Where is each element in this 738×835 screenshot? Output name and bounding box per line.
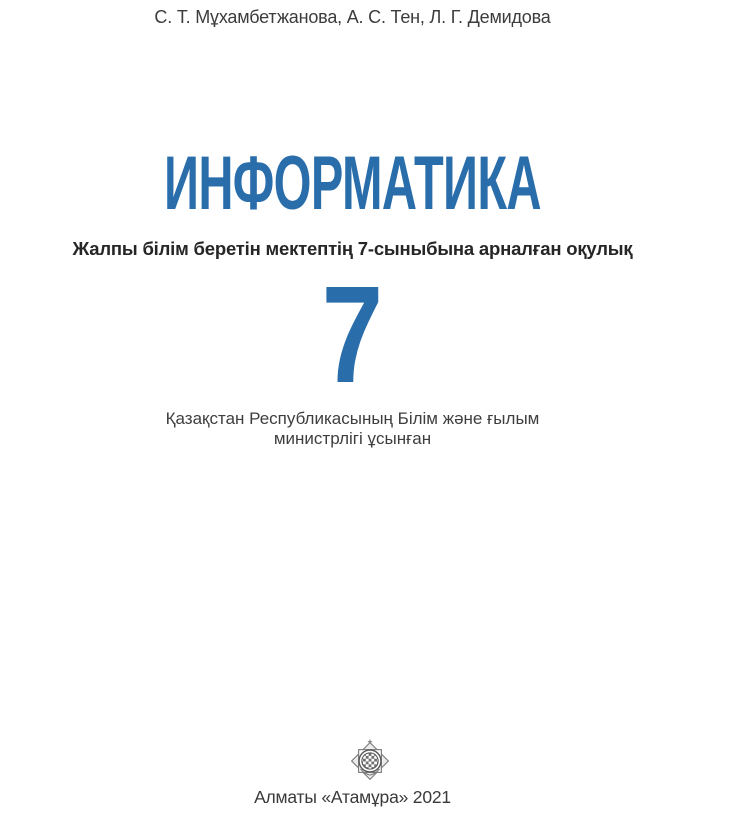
authors-line: С. Т. Мұхамбетжанова, А. С. Тен, Л. Г. Демидова xyxy=(154,7,551,27)
imprint-line: Алматы «Атамұра» 2021 xyxy=(254,787,451,807)
ministry-approval-note xyxy=(0,409,705,449)
book-subtitle: Жалпы білім беретін мектептің 7-сыныбына арналған оқулық xyxy=(72,238,633,259)
approval-line-2: министрлігі ұсынған xyxy=(273,429,432,448)
approval-line-1: Қазақстан Республикасының Білім және ғылым xyxy=(165,409,540,428)
grade-number: 7 xyxy=(321,258,384,412)
atamura-emblem-icon xyxy=(349,739,391,783)
grade-number-block xyxy=(0,258,705,412)
book-title: ИНФОРМАТИКА xyxy=(164,141,541,226)
book-title-block xyxy=(0,141,705,226)
